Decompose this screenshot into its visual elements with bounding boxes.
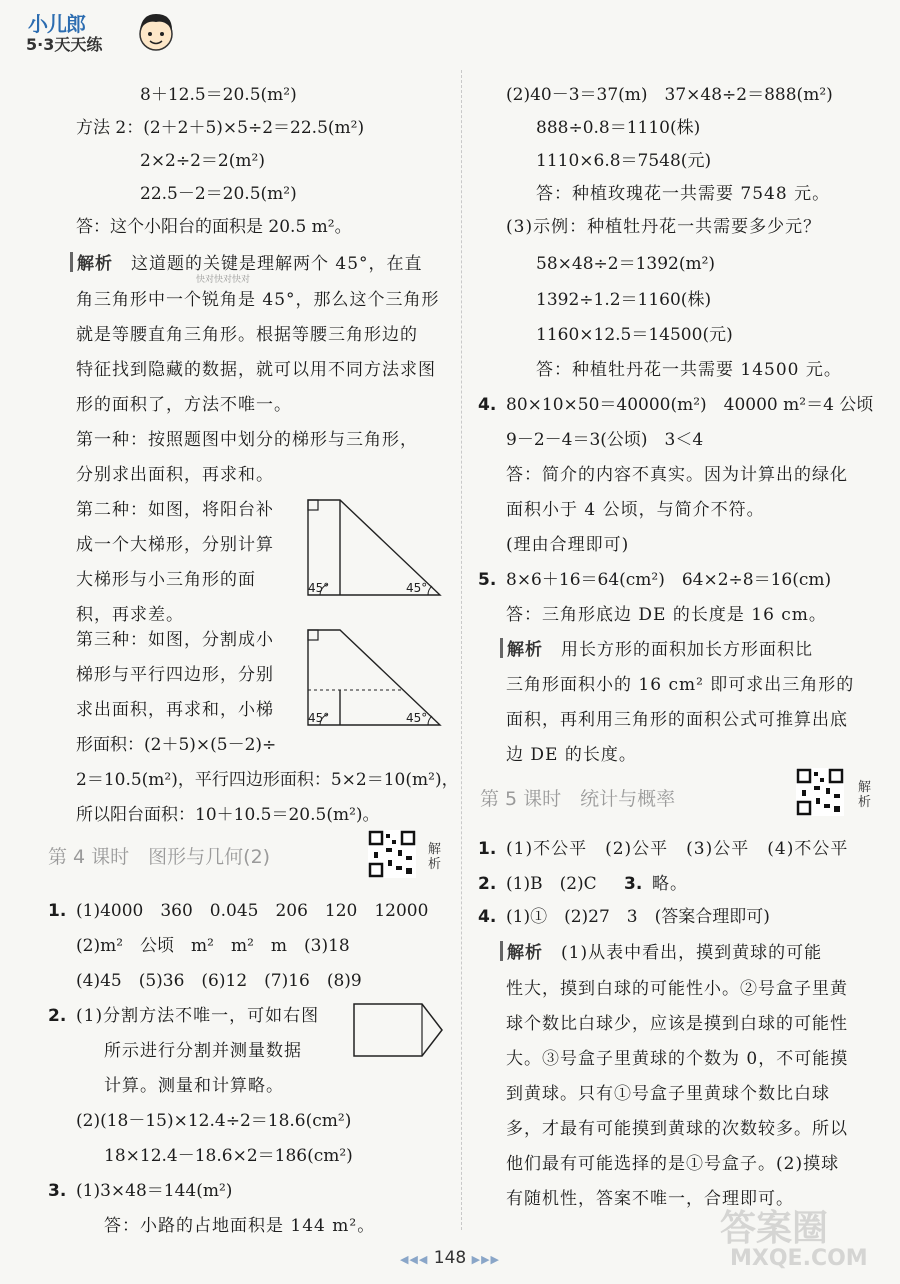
text-line: 8×6＋16＝64(cm²) 64×2÷8＝16(cm) (506, 570, 832, 590)
text-line: 面积小于 4 公顷，与简介不符。 (506, 500, 765, 520)
text-line: 888÷0.8＝1110(株) (536, 118, 701, 138)
text-line: 2×2÷2＝2(m²) (140, 151, 265, 171)
text-line: 1160×12.5＝14500(元) (536, 325, 733, 345)
analysis-label: 解析 (77, 254, 113, 274)
question-number: 2. (478, 874, 497, 894)
text-line: (1)不公平 (2)公平 (3)公平 (4)不公平 (506, 839, 849, 859)
question-number: 2. (48, 1006, 67, 1026)
analysis-bar (500, 638, 503, 658)
text-line: (2)m² 公顷 m² m² m (3)18 (76, 936, 350, 956)
text-line: 22.5－2＝20.5(m²) (140, 184, 297, 204)
question-number: 4. (478, 907, 497, 927)
text-line: 分别求出面积，再求和。 (76, 465, 274, 485)
text-line: 他们最有可能选择的是①号盒子。(2)摸球 (506, 1154, 840, 1174)
question-number: 1. (478, 839, 497, 859)
text-line: (2)40－3＝37(m) 37×48÷2＝888(m²) (506, 85, 833, 105)
qr-code-icon[interactable] (368, 830, 416, 878)
angle-label: 45° (406, 711, 428, 725)
analysis-block (500, 940, 822, 966)
brand-series: 5·3天天练 (26, 35, 103, 54)
next-arrows-icon: ▶▶▶ (471, 1253, 501, 1266)
text-line: 方法 2：(2＋2＋5)×5÷2＝22.5(m²) (76, 118, 365, 138)
text-line: 答：种植玫瑰花一共需要 7548 元。 (536, 184, 831, 204)
lesson-4-title: 第 4 课时 图形与几何(2) (48, 846, 271, 868)
brand-logo (22, 6, 182, 60)
question-number: 1. (48, 901, 67, 921)
qr-code-icon[interactable] (796, 768, 844, 816)
text-line: 1110×6.8＝7548(元) (536, 151, 712, 171)
text-line: 答：三角形底边 DE 的长度是 16 cm。 (506, 605, 827, 625)
text-line: (理由合理即可) (506, 535, 630, 555)
text-line: (4)45 (5)36 (6)12 (7)16 (8)9 (76, 971, 362, 991)
text-line: 答：简介的内容不真实。因为计算出的绿化 (506, 465, 848, 485)
analysis-label: 解析 (507, 640, 543, 660)
column-divider (461, 70, 462, 1230)
text-line: 第二种：如图，将阳台补 (76, 500, 274, 520)
text-line: (1)3×48＝144(m²) (76, 1181, 233, 1201)
angle-label: 45° (308, 711, 330, 725)
question-number: 5. (478, 570, 497, 590)
text-line: 三角形面积小的 16 cm² 即可求出三角形的 (506, 675, 855, 695)
text-line: 大梯形与小三角形的面 (76, 570, 256, 590)
page-number-bar (0, 1248, 900, 1268)
text-line: 边 DE 的长度。 (506, 745, 637, 765)
text-line: 1392÷1.2＝1160(株) (536, 290, 712, 310)
text-line: 特征找到隐藏的数据，就可以用不同方法求图 (76, 360, 436, 380)
text-line: 这道题的关键是理解两个 45°，在直 (131, 254, 423, 274)
analysis-block (500, 637, 813, 663)
text-line: 80×10×50＝40000(m²) 40000 m²＝4 公顷 (506, 395, 874, 415)
text-line: 成一个大梯形，分别计算 (76, 535, 274, 555)
text-line: (3)示例：种植牡丹花一共需要多少元？ (506, 217, 822, 237)
question-number: 3. (624, 874, 643, 894)
text-line: (1)从表中看出，摸到黄球的可能 (561, 943, 823, 963)
text-line: 到黄球。只有①号盒子里黄球个数比白球 (506, 1084, 830, 1104)
analysis-label: 解析 (507, 943, 543, 963)
text-line: 9－2－4＝3(公顷) 3＜4 (506, 430, 704, 450)
text-line: 答：小路的占地面积是 144 m²。 (104, 1216, 376, 1236)
text-line: 多，才最有可能摸到黄球的次数较多。所以 (506, 1119, 848, 1139)
text-line: 8＋12.5＝20.5(m²) (140, 85, 297, 105)
text-line: (1)4000 360 0.045 206 120 12000 (76, 901, 429, 921)
text-line: 梯形与平行四边形，分别 (76, 665, 274, 685)
watermark-url: MXQE.COM (730, 1246, 868, 1271)
watermark-text: 快对快对快对 (196, 275, 251, 285)
text-line: 角三角形中一个锐角是 45°，那么这个三角形 (76, 290, 440, 310)
text-line: 大。③号盒子里黄球的个数为 0，不可能摸 (506, 1049, 849, 1069)
text-line: (1)B (2)C (506, 874, 597, 894)
text-line: 第一种：按照题图中划分的梯形与三角形， (76, 430, 418, 450)
text-line: 形面积：(2＋5)×(5－2)÷ (76, 735, 277, 755)
angle-label: 45° (308, 581, 330, 595)
text-line: 球个数比白球少，应该是摸到白球的可能性 (506, 1014, 848, 1034)
angle-label: 45° (406, 581, 428, 595)
text-line: 积，再求差。 (76, 605, 184, 625)
text-line: (1)① (2)27 3 (答案合理即可) (506, 907, 770, 927)
text-line: 性大，摸到白球的可能性小。②号盒子里黄 (506, 979, 848, 999)
trapezoid-figure-1 (300, 490, 450, 602)
page-number: 148 (433, 1248, 467, 1268)
qr-label: 解析 (858, 780, 872, 810)
pentagon-figure (350, 1000, 446, 1060)
text-line: 形的面积了，方法不唯一。 (76, 395, 292, 415)
brand-name: 小儿郎 (28, 12, 85, 36)
question-number: 3. (48, 1181, 67, 1201)
text-line: 第三种：如图，分割成小 (76, 630, 274, 650)
text-line: 就是等腰直角三角形。根据等腰三角形边的 (76, 325, 418, 345)
question-number: 4. (478, 395, 497, 415)
text-line: 略。 (652, 874, 688, 894)
text-line: 所以阳台面积：10＋10.5＝20.5(m²)。 (76, 805, 380, 825)
text-line: 答：种植牡丹花一共需要 14500 元。 (536, 360, 842, 380)
text-line: 答：这个小阳台的面积是 20.5 m²。 (76, 217, 352, 237)
text-line: (1)分割方法不唯一，可如右图 (76, 1006, 320, 1026)
text-line: 面积，再利用三角形的面积公式可推算出底 (506, 710, 848, 730)
text-line: 计算。测量和计算略。 (104, 1076, 284, 1096)
mascot-icon (132, 8, 180, 56)
analysis-bar (500, 941, 503, 961)
text-line: (2)(18－15)×12.4÷2＝18.6(cm²) (76, 1111, 352, 1131)
trapezoid-figure-2 (300, 620, 450, 732)
analysis-bar (70, 252, 73, 272)
text-line: 2＝10.5(m²)，平行四边形面积：5×2＝10(m²)， (76, 770, 459, 790)
text-line: 所示进行分割并测量数据 (104, 1041, 302, 1061)
text-line: 18×12.4－18.6×2＝186(cm²) (104, 1146, 353, 1166)
text-line: 用长方形的面积加长方形面积比 (561, 640, 813, 660)
lesson-5-title: 第 5 课时 统计与概率 (480, 788, 676, 810)
qr-label: 解析 (428, 842, 442, 872)
text-line: 求出面积，再求和，小梯 (76, 700, 274, 720)
watermark-logo: 答案圈 (720, 1208, 829, 1249)
text-line: 58×48÷2＝1392(m²) (536, 254, 716, 274)
prev-arrows-icon: ◀◀◀ (399, 1253, 429, 1266)
text-line: 有随机性，答案不唯一，合理即可。 (506, 1189, 794, 1209)
